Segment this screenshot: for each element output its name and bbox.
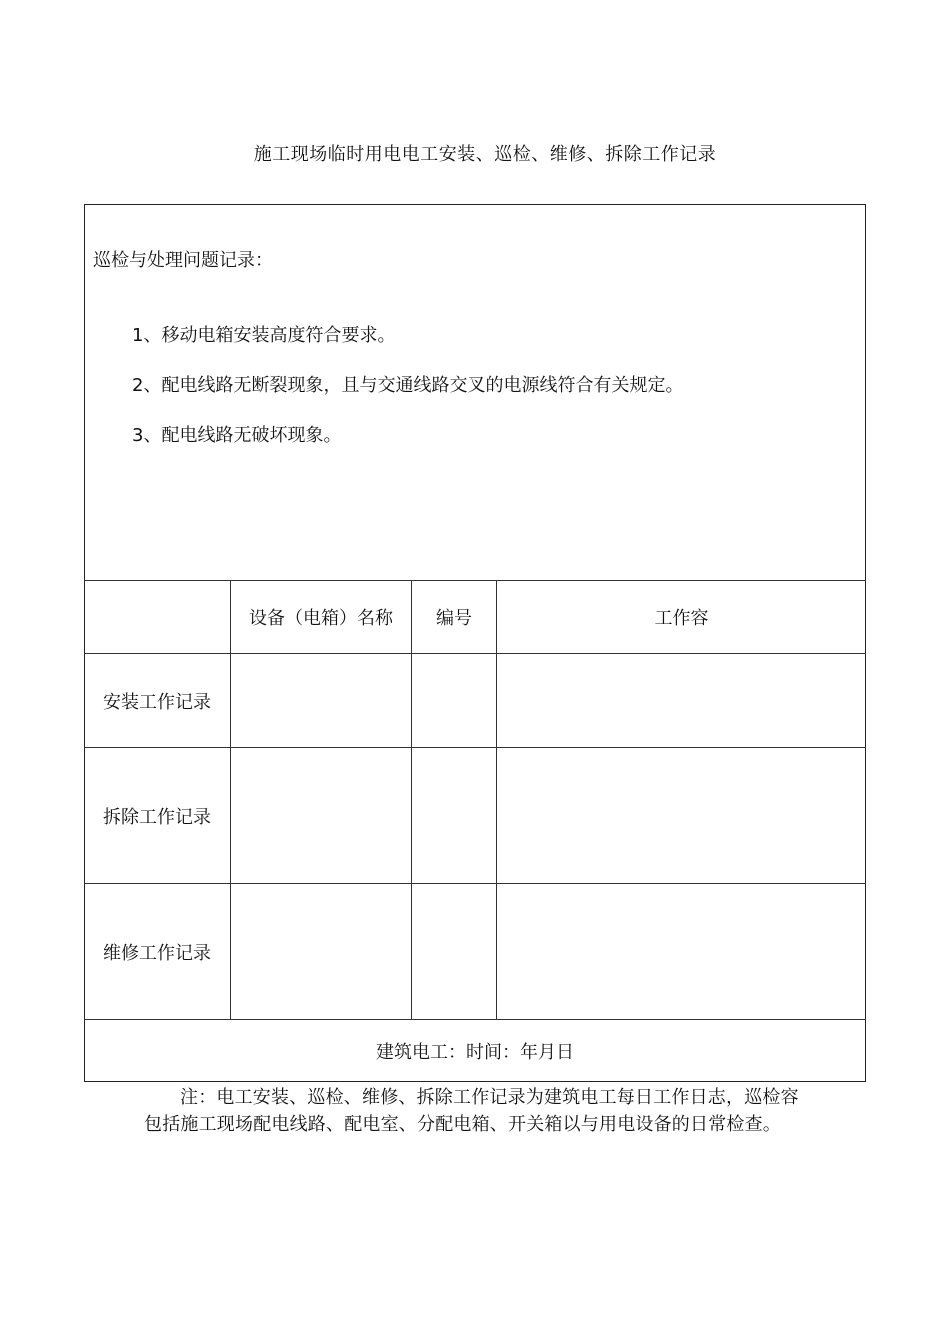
inspection-item: 1、移动电箱安装高度符合要求。: [132, 325, 396, 346]
table-header-cell: 工作容: [654, 607, 709, 629]
page-title: 施工现场临时用电电工安装、巡检、维修、拆除工作记录: [253, 144, 717, 165]
row-label: 拆除工作记录: [103, 806, 211, 828]
inspection-item: 2、配电线路无断裂现象，且与交通线路交叉的电源线符合有关规定。: [132, 375, 684, 396]
table-cell: [412, 748, 496, 883]
table-header-cell: [84, 580, 230, 653]
signature-line: 建筑电工：时间：年月日: [376, 1041, 574, 1063]
table-cell: [412, 654, 496, 747]
table-cell: [231, 884, 411, 1019]
table-cell: [231, 748, 411, 883]
table-cell: [497, 654, 866, 747]
table-header-cell: 编号: [436, 607, 472, 629]
footnote: 注：电工安装、巡检、维修、拆除工作记录为建筑电工每日工作日志，巡检容包括施工现场配电线路、配电室、分配电箱、开关箱以与用电设备的日常检查。: [144, 1087, 799, 1135]
inspection-item: 3、配电线路无破坏现象。: [132, 425, 342, 446]
row-label: 维修工作记录: [103, 942, 211, 964]
table-header-cell: 设备（电箱）名称: [249, 607, 393, 629]
row-label: 安装工作记录: [103, 691, 211, 713]
table-cell: [497, 748, 866, 883]
table-cell: [231, 654, 411, 747]
table-cell: [497, 884, 866, 1019]
table-cell: [412, 884, 496, 1019]
inspection-heading: 巡检与处理问题记录：: [93, 250, 273, 271]
